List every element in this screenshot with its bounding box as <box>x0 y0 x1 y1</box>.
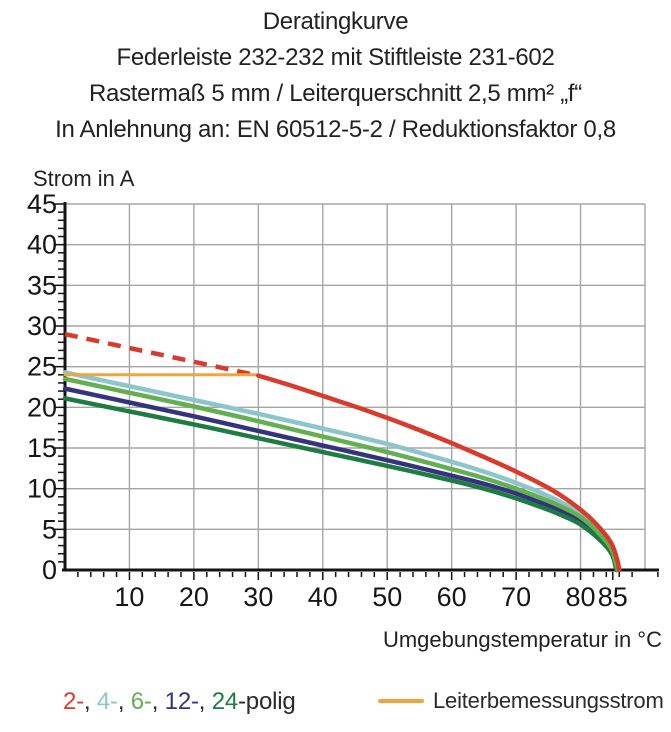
legend-rated-current <box>378 688 664 714</box>
y-tick-label: 45 <box>26 189 57 219</box>
y-tick-label: 40 <box>26 229 57 260</box>
legend-pole-segment: 12- <box>164 688 199 715</box>
y-tick-label: 25 <box>26 351 57 382</box>
x-tick-label: 50 <box>372 582 403 612</box>
x-tick-label: 70 <box>501 582 532 612</box>
legend-pole-segment: 4- <box>96 688 118 715</box>
legend-pole-counts <box>63 688 296 716</box>
chart-title-line4: In Anlehnung an: EN 60512-5-2 / Reduktionsfaktor 0,8 <box>55 116 616 143</box>
legend-pole-segment: , <box>151 688 165 715</box>
y-tick-label: 0 <box>41 555 57 585</box>
y-tick-label: 30 <box>26 311 57 341</box>
y-tick-label: 20 <box>26 392 57 423</box>
x-axis-title: Umgebungstemperatur in °C <box>382 627 662 652</box>
chart-title-line2: Federleiste 232-232 mit Stiftleiste 231-602 <box>116 44 555 71</box>
legend-pole-segment: , <box>117 688 131 715</box>
legend-pole-segment: 24 <box>211 688 238 715</box>
legend-pole-segment: , <box>83 688 97 715</box>
x-tick-label: 60 <box>436 582 467 612</box>
legend-pole-segment: 6- <box>130 688 152 715</box>
x-tick-label: 10 <box>114 582 145 612</box>
y-tick-label: 35 <box>26 270 57 301</box>
curve-24 <box>65 398 617 570</box>
x-tick-label: 30 <box>243 582 274 612</box>
x-tick-label: 20 <box>178 582 209 612</box>
y-tick-label: 10 <box>26 473 57 504</box>
x-tick-label: 80 <box>565 582 596 612</box>
legend-pole-segment: , <box>198 688 212 715</box>
rated-current-line-swatch <box>378 699 424 703</box>
curve-2-dashed <box>65 334 258 375</box>
legend-pole-segment: -polig <box>238 688 296 715</box>
y-axis-title: Strom in A <box>33 166 135 191</box>
chart-title-line3: Rastermaß 5 mm / Leiterquerschnitt 2,5 mm² „f“ <box>89 80 582 107</box>
chart-title-line1: Deratingkurve <box>262 8 409 35</box>
legend-pole-segment: 2- <box>63 688 84 715</box>
axis-ticks <box>55 204 658 580</box>
y-tick-label: 15 <box>26 433 57 463</box>
x-tick-label: 85 <box>597 582 628 612</box>
curves <box>65 334 619 570</box>
rated-current-label: Leiterbemessungsstrom <box>433 688 664 713</box>
y-tick-label: 5 <box>41 514 57 545</box>
x-tick-label: 40 <box>307 582 338 612</box>
